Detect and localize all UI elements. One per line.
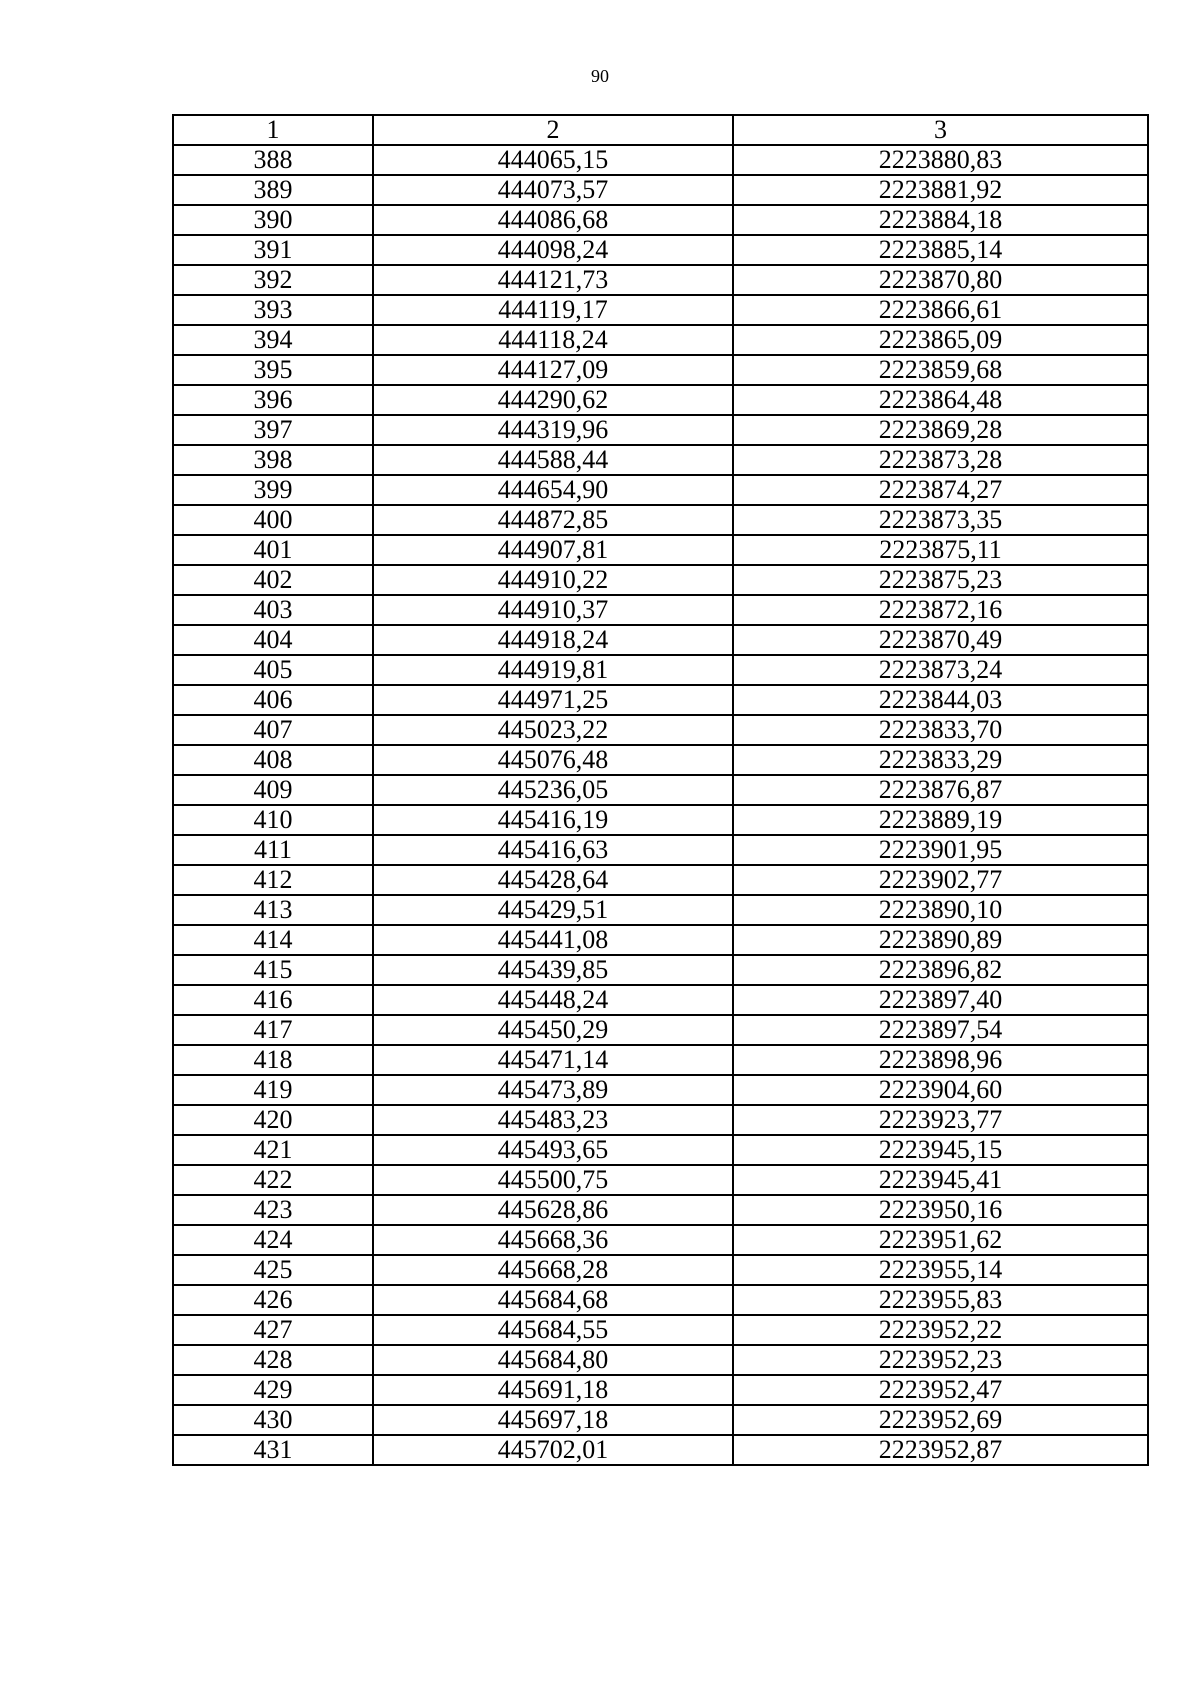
- table-row: [173, 1405, 1148, 1435]
- coordinate-x-cell: 444910,22: [373, 565, 733, 595]
- table-row: [173, 205, 1148, 235]
- table-row: [173, 805, 1148, 835]
- table-row: [173, 925, 1148, 955]
- table-row: [173, 475, 1148, 505]
- coordinate-y-cell: 2223950,16: [733, 1195, 1148, 1225]
- coordinate-y-cell: 2223844,03: [733, 685, 1148, 715]
- table-row: [173, 1345, 1148, 1375]
- coordinate-y-cell: 2223869,28: [733, 415, 1148, 445]
- coordinate-y-cell: 2223923,77: [733, 1105, 1148, 1135]
- point-number-cell: 418: [173, 1045, 373, 1075]
- coordinate-y-cell: 2223866,61: [733, 295, 1148, 325]
- table-row: [173, 1435, 1148, 1465]
- coordinate-x-cell: 444073,57: [373, 175, 733, 205]
- table-row: [173, 955, 1148, 985]
- coordinate-y-cell: 2223833,70: [733, 715, 1148, 745]
- coordinate-x-cell: 445691,18: [373, 1375, 733, 1405]
- table-row: [173, 835, 1148, 865]
- coordinate-x-cell: 444910,37: [373, 595, 733, 625]
- coordinate-y-cell: 2223876,87: [733, 775, 1148, 805]
- coordinate-x-cell: 445684,68: [373, 1285, 733, 1315]
- coordinate-x-cell: 445416,63: [373, 835, 733, 865]
- point-number-cell: 406: [173, 685, 373, 715]
- point-number-cell: 399: [173, 475, 373, 505]
- coordinate-y-cell: 2223890,89: [733, 925, 1148, 955]
- coordinate-x-cell: 444127,09: [373, 355, 733, 385]
- table-row: [173, 445, 1148, 475]
- coordinate-x-cell: 444907,81: [373, 535, 733, 565]
- coordinate-y-cell: 2223885,14: [733, 235, 1148, 265]
- table-row: [173, 1135, 1148, 1165]
- coordinate-y-cell: 2223952,22: [733, 1315, 1148, 1345]
- table-row: [173, 775, 1148, 805]
- point-number-cell: 400: [173, 505, 373, 535]
- table-row: [173, 1045, 1148, 1075]
- point-number-cell: 391: [173, 235, 373, 265]
- point-number-cell: 388: [173, 145, 373, 175]
- point-number-cell: 428: [173, 1345, 373, 1375]
- coordinate-x-cell: 445450,29: [373, 1015, 733, 1045]
- coordinate-y-cell: 2223873,35: [733, 505, 1148, 535]
- point-number-cell: 404: [173, 625, 373, 655]
- coordinate-x-cell: 445416,19: [373, 805, 733, 835]
- point-number-cell: 421: [173, 1135, 373, 1165]
- coordinate-y-cell: 2223864,48: [733, 385, 1148, 415]
- coordinate-y-cell: 2223881,92: [733, 175, 1148, 205]
- point-number-cell: 411: [173, 835, 373, 865]
- point-number-cell: 431: [173, 1435, 373, 1465]
- point-number-cell: 413: [173, 895, 373, 925]
- coordinate-x-cell: 445697,18: [373, 1405, 733, 1435]
- coordinate-y-cell: 2223889,19: [733, 805, 1148, 835]
- point-number-cell: 423: [173, 1195, 373, 1225]
- table-row: [173, 535, 1148, 565]
- coordinate-x-cell: 445428,64: [373, 865, 733, 895]
- table-body: [173, 145, 1148, 1465]
- table-row: [173, 625, 1148, 655]
- coordinate-x-cell: 444588,44: [373, 445, 733, 475]
- point-number-cell: 395: [173, 355, 373, 385]
- coordinate-y-cell: 2223833,29: [733, 745, 1148, 775]
- point-number-cell: 420: [173, 1105, 373, 1135]
- point-number-cell: 392: [173, 265, 373, 295]
- coordinate-x-cell: 444121,73: [373, 265, 733, 295]
- coordinate-y-cell: 2223955,14: [733, 1255, 1148, 1285]
- table-row: [173, 235, 1148, 265]
- coordinate-x-cell: 444119,17: [373, 295, 733, 325]
- table-row: [173, 145, 1148, 175]
- table-row: [173, 1285, 1148, 1315]
- column-header-1: 1: [173, 115, 373, 145]
- coordinate-y-cell: 2223904,60: [733, 1075, 1148, 1105]
- coordinate-y-cell: 2223952,23: [733, 1345, 1148, 1375]
- point-number-cell: 430: [173, 1405, 373, 1435]
- point-number-cell: 410: [173, 805, 373, 835]
- point-number-cell: 417: [173, 1015, 373, 1045]
- table-row: [173, 1165, 1148, 1195]
- coordinate-x-cell: 444872,85: [373, 505, 733, 535]
- point-number-cell: 389: [173, 175, 373, 205]
- point-number-cell: 390: [173, 205, 373, 235]
- coordinate-x-cell: 445473,89: [373, 1075, 733, 1105]
- coordinate-y-cell: 2223884,18: [733, 205, 1148, 235]
- coordinate-y-cell: 2223875,11: [733, 535, 1148, 565]
- point-number-cell: 402: [173, 565, 373, 595]
- table-row: [173, 865, 1148, 895]
- table-row: [173, 265, 1148, 295]
- coordinate-y-cell: 2223870,49: [733, 625, 1148, 655]
- coordinate-x-cell: 444065,15: [373, 145, 733, 175]
- point-number-cell: 419: [173, 1075, 373, 1105]
- coordinate-y-cell: 2223897,40: [733, 985, 1148, 1015]
- coordinate-y-cell: 2223890,10: [733, 895, 1148, 925]
- table-row: [173, 385, 1148, 415]
- coordinate-y-cell: 2223896,82: [733, 955, 1148, 985]
- coordinate-x-cell: 445483,23: [373, 1105, 733, 1135]
- coordinate-y-cell: 2223952,47: [733, 1375, 1148, 1405]
- coordinate-x-cell: 444971,25: [373, 685, 733, 715]
- point-number-cell: 393: [173, 295, 373, 325]
- column-header-3: 3: [733, 115, 1148, 145]
- coordinate-x-cell: 444118,24: [373, 325, 733, 355]
- table-row: [173, 715, 1148, 745]
- coordinate-x-cell: 445429,51: [373, 895, 733, 925]
- coordinate-x-cell: 445236,05: [373, 775, 733, 805]
- column-header-2: 2: [373, 115, 733, 145]
- coordinate-x-cell: 445500,75: [373, 1165, 733, 1195]
- coordinate-x-cell: 445684,80: [373, 1345, 733, 1375]
- coordinate-y-cell: 2223880,83: [733, 145, 1148, 175]
- coordinate-x-cell: 445471,14: [373, 1045, 733, 1075]
- coordinate-y-cell: 2223875,23: [733, 565, 1148, 595]
- coordinate-x-cell: 444086,68: [373, 205, 733, 235]
- coordinate-x-cell: 445668,28: [373, 1255, 733, 1285]
- page-number: 90: [591, 66, 609, 86]
- point-number-cell: 424: [173, 1225, 373, 1255]
- table-row: [173, 415, 1148, 445]
- point-number-cell: 415: [173, 955, 373, 985]
- coordinate-x-cell: 444654,90: [373, 475, 733, 505]
- point-number-cell: 401: [173, 535, 373, 565]
- coordinate-x-cell: 445448,24: [373, 985, 733, 1015]
- point-number-cell: 426: [173, 1285, 373, 1315]
- coordinate-x-cell: 444918,24: [373, 625, 733, 655]
- table-row: [173, 895, 1148, 925]
- coordinate-x-cell: 445702,01: [373, 1435, 733, 1465]
- table-row: [173, 175, 1148, 205]
- table-row: [173, 595, 1148, 625]
- coordinate-y-cell: 2223945,15: [733, 1135, 1148, 1165]
- point-number-cell: 398: [173, 445, 373, 475]
- point-number-cell: 422: [173, 1165, 373, 1195]
- table-row: [173, 325, 1148, 355]
- table-row: [173, 505, 1148, 535]
- coordinate-x-cell: 444319,96: [373, 415, 733, 445]
- point-number-cell: 427: [173, 1315, 373, 1345]
- table-row: [173, 685, 1148, 715]
- point-number-cell: 425: [173, 1255, 373, 1285]
- point-number-cell: 407: [173, 715, 373, 745]
- coordinate-y-cell: 2223945,41: [733, 1165, 1148, 1195]
- table-row: [173, 985, 1148, 1015]
- table-row: [173, 1315, 1148, 1345]
- coordinate-y-cell: 2223955,83: [733, 1285, 1148, 1315]
- coordinate-y-cell: 2223859,68: [733, 355, 1148, 385]
- coordinate-x-cell: 445076,48: [373, 745, 733, 775]
- coordinate-y-cell: 2223873,24: [733, 655, 1148, 685]
- coordinate-y-cell: 2223951,62: [733, 1225, 1148, 1255]
- coordinate-x-cell: 444919,81: [373, 655, 733, 685]
- coordinate-x-cell: 444098,24: [373, 235, 733, 265]
- coordinate-y-cell: 2223873,28: [733, 445, 1148, 475]
- coordinate-y-cell: 2223952,87: [733, 1435, 1148, 1465]
- coordinate-y-cell: 2223897,54: [733, 1015, 1148, 1045]
- point-number-cell: 394: [173, 325, 373, 355]
- coordinate-y-cell: 2223874,27: [733, 475, 1148, 505]
- point-number-cell: 403: [173, 595, 373, 625]
- table-row: [173, 745, 1148, 775]
- point-number-cell: 408: [173, 745, 373, 775]
- coordinate-y-cell: 2223901,95: [733, 835, 1148, 865]
- point-number-cell: 405: [173, 655, 373, 685]
- table-row: [173, 355, 1148, 385]
- table-row: [173, 1015, 1148, 1045]
- table-row: [173, 1225, 1148, 1255]
- table-row: [173, 295, 1148, 325]
- point-number-cell: 397: [173, 415, 373, 445]
- coordinate-y-cell: 2223870,80: [733, 265, 1148, 295]
- table-row: [173, 655, 1148, 685]
- point-number-cell: 429: [173, 1375, 373, 1405]
- coordinate-y-cell: 2223898,96: [733, 1045, 1148, 1075]
- coordinate-x-cell: 445684,55: [373, 1315, 733, 1345]
- coordinate-x-cell: 445441,08: [373, 925, 733, 955]
- table-row: [173, 1105, 1148, 1135]
- point-number-cell: 412: [173, 865, 373, 895]
- coordinate-y-cell: 2223865,09: [733, 325, 1148, 355]
- table-header-row: [173, 115, 1148, 145]
- point-number-cell: 414: [173, 925, 373, 955]
- coordinate-y-cell: 2223902,77: [733, 865, 1148, 895]
- coordinate-x-cell: 444290,62: [373, 385, 733, 415]
- coordinate-x-cell: 445668,36: [373, 1225, 733, 1255]
- coordinates-table: [172, 114, 1149, 1466]
- point-number-cell: 409: [173, 775, 373, 805]
- coordinate-y-cell: 2223872,16: [733, 595, 1148, 625]
- table-row: [173, 1375, 1148, 1405]
- coordinate-x-cell: 445628,86: [373, 1195, 733, 1225]
- point-number-cell: 416: [173, 985, 373, 1015]
- coordinate-y-cell: 2223952,69: [733, 1405, 1148, 1435]
- table-row: [173, 1255, 1148, 1285]
- table-row: [173, 1075, 1148, 1105]
- table-row: [173, 565, 1148, 595]
- table-row: [173, 1195, 1148, 1225]
- point-number-cell: 396: [173, 385, 373, 415]
- coordinate-x-cell: 445493,65: [373, 1135, 733, 1165]
- coordinate-x-cell: 445439,85: [373, 955, 733, 985]
- coordinate-x-cell: 445023,22: [373, 715, 733, 745]
